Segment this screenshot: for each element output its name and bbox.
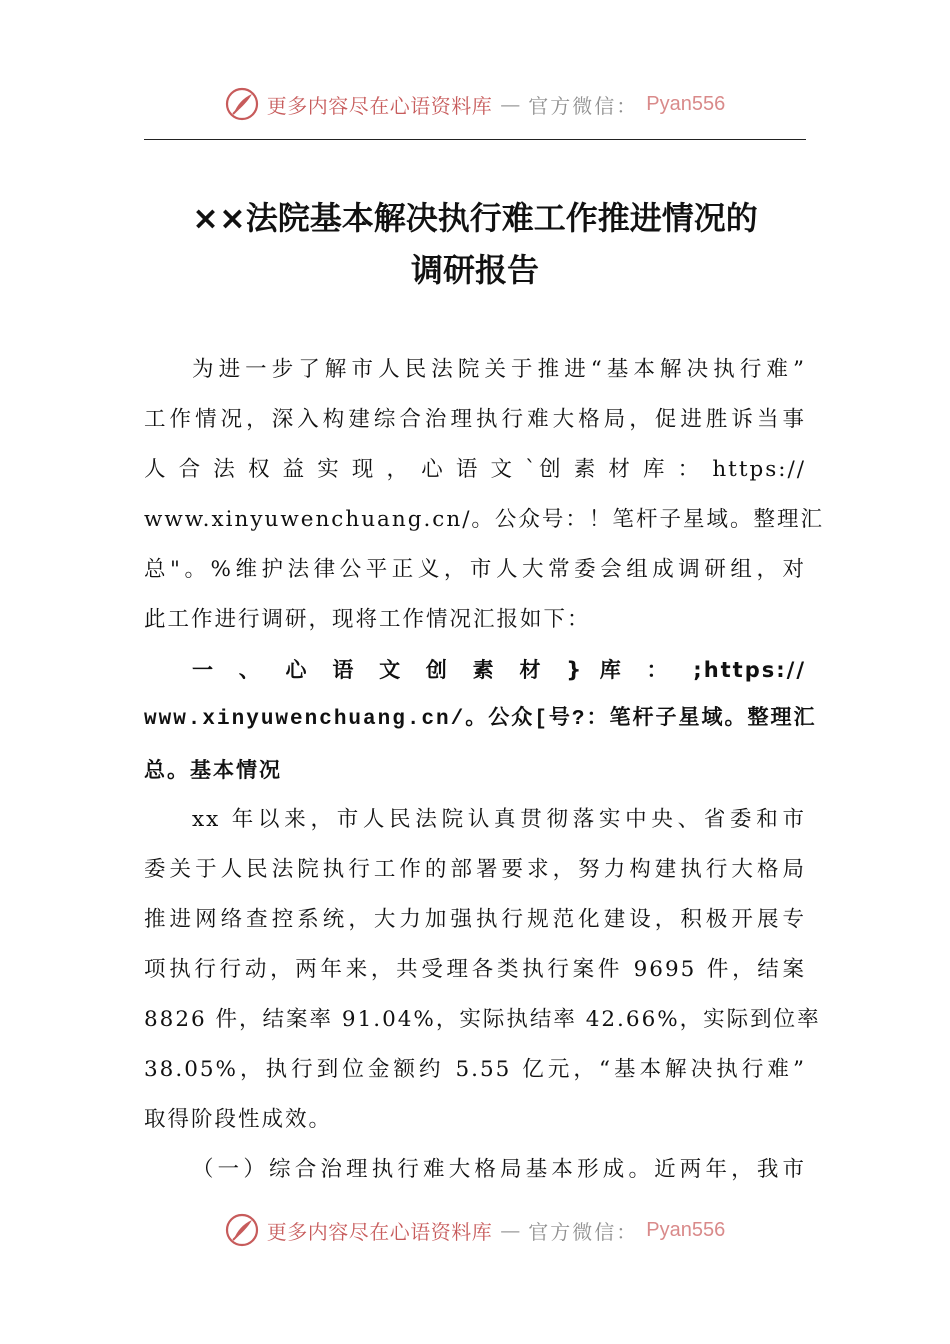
watermark-wechat-label: 官方微信：	[528, 1219, 639, 1244]
text-line: 此工作进行调研，现将工作情况汇报如下：	[144, 607, 591, 632]
text-line: xx 年以来，市人民法院认真贯彻落实中央、省委和市	[192, 807, 806, 832]
watermark-wechat-label: 官方微信：	[528, 93, 639, 118]
text-line: 委关于人民法院执行工作的部署要求，努力构建执行大格局	[144, 857, 806, 882]
text-line: 项执行行动，两年来，共受理各类执行案件 9695 件，结案	[144, 957, 806, 982]
text-line: 为进一步了解市人民法院关于推进“基本解决执行难”	[192, 357, 806, 382]
quill-pen-logo-icon	[225, 87, 259, 121]
quill-pen-logo-icon	[225, 1213, 259, 1247]
watermark-dash: —	[500, 92, 521, 116]
text-line: 38.05%，执行到位金额约 5.55 亿元，“基本解决执行难”	[144, 1057, 806, 1082]
text-line: 人 合 法 权 益 实 现 ， 心 语 文 `创 素 材 库 ： https://	[144, 457, 806, 482]
header-divider	[144, 139, 806, 140]
section-heading-line: 总。基本情况	[144, 758, 282, 782]
watermark-site-text: 更多内容尽在心语资料库	[266, 1219, 493, 1244]
watermark-dash: —	[500, 1218, 521, 1242]
text-line: （一）综合治理执行难大格局基本形成。近两年，我市	[192, 1157, 806, 1182]
text-line: 取得阶段性成效。	[144, 1107, 333, 1132]
section-heading-line: 一 、 心 语 文 创 素 材 } 库 ： ;https://	[192, 658, 806, 682]
text-line: 推进网络查控系统，大力加强执行规范化建设，积极开展专	[144, 907, 806, 932]
document-title	[144, 192, 806, 296]
text-line: 8826 件，结案率 91.04%，实际执结率 42.66%，实际到位率	[144, 1007, 821, 1032]
document-body	[144, 345, 824, 1195]
title-line-2: 调研报告	[410, 251, 539, 289]
title-line-1: ××法院基本解决执行难工作推进情况的	[192, 199, 758, 237]
footer-watermark	[0, 1208, 950, 1252]
section-heading-line: www.xinyuwenchuang.cn/。公众[号?：笔杆子星域。整理汇	[144, 708, 817, 731]
watermark-wechat-id: Pyan556	[646, 92, 726, 115]
text-line: 总"。%维护法律公平正义，市人大常委会组成调研组，对	[144, 557, 806, 582]
text-line: 工作情况，深入构建综合治理执行难大格局，促进胜诉当事	[144, 407, 806, 432]
watermark-wechat-id: Pyan556	[646, 1218, 726, 1241]
header-watermark	[0, 82, 950, 126]
watermark-site-text: 更多内容尽在心语资料库	[266, 93, 493, 118]
text-line: www.xinyuwenchuang.cn/。公众号：！笔杆子星域。整理汇	[144, 507, 824, 532]
